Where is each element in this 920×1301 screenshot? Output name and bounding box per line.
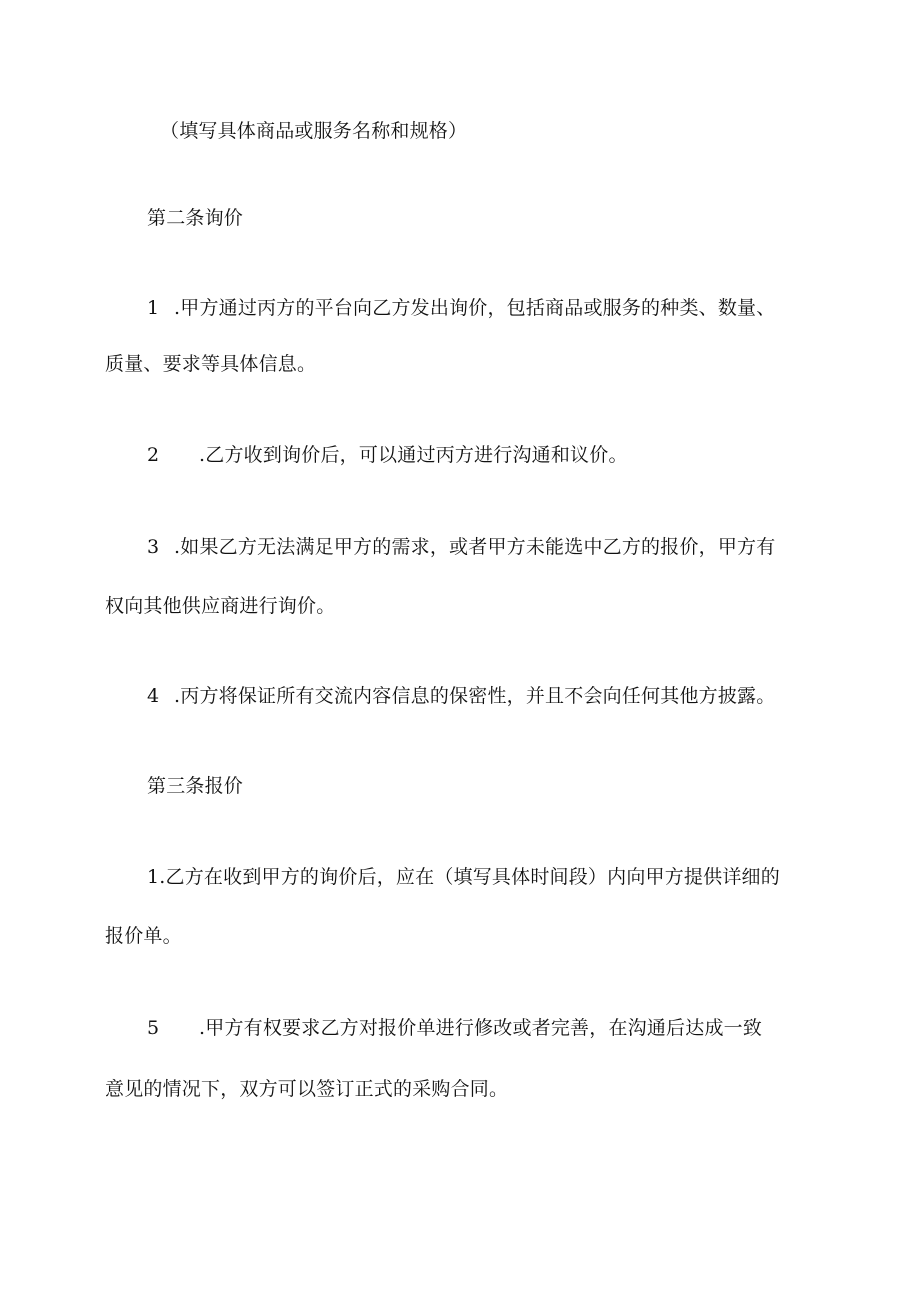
spec-note: （填写具体商品或服务名称和规格） (160, 120, 468, 142)
item-number: 5 (147, 1017, 160, 1039)
item-number: 4 (147, 685, 160, 707)
article-3-item-1-continuation: 报价单。 (105, 925, 182, 947)
item-number: 2 (147, 444, 160, 466)
article-2-item-1 (147, 296, 775, 320)
article-2-heading: 第二条询价 (147, 207, 244, 229)
item-text: .甲方有权要求乙方对报价单进行修改或者完善，在沟通后达成一致 (199, 1017, 763, 1039)
article-2-item-3 (147, 535, 775, 559)
item-text: .甲方通过丙方的平台向乙方发出询价，包括商品或服务的种类、数量、 (174, 297, 776, 319)
item-text: .乙方收到询价后，可以通过丙方进行沟通和议价。 (199, 444, 628, 466)
article-3-heading: 第三条报价 (147, 775, 244, 797)
article-3-item-2-continuation: 意见的情况下，双方可以签订正式的采购合同。 (105, 1078, 509, 1100)
article-3-item-1: 1.乙方在收到甲方的询价后，应在（填写具体时间段）内向甲方提供详细的 (147, 866, 780, 888)
article-3-item-2 (147, 1016, 762, 1040)
article-2-item-4 (147, 684, 775, 708)
item-text: .丙方将保证所有交流内容信息的保密性，并且不会向任何其他方披露。 (174, 685, 776, 707)
article-2-item-1-continuation: 质量、要求等具体信息。 (105, 353, 317, 375)
item-number: 3 (147, 536, 160, 558)
item-number: 1 (147, 297, 160, 319)
item-text: .如果乙方无法满足甲方的需求，或者甲方未能选中乙方的报价，甲方有 (174, 536, 776, 558)
article-2-item-2 (147, 443, 628, 467)
article-2-item-3-continuation: 权向其他供应商进行询价。 (105, 595, 336, 617)
